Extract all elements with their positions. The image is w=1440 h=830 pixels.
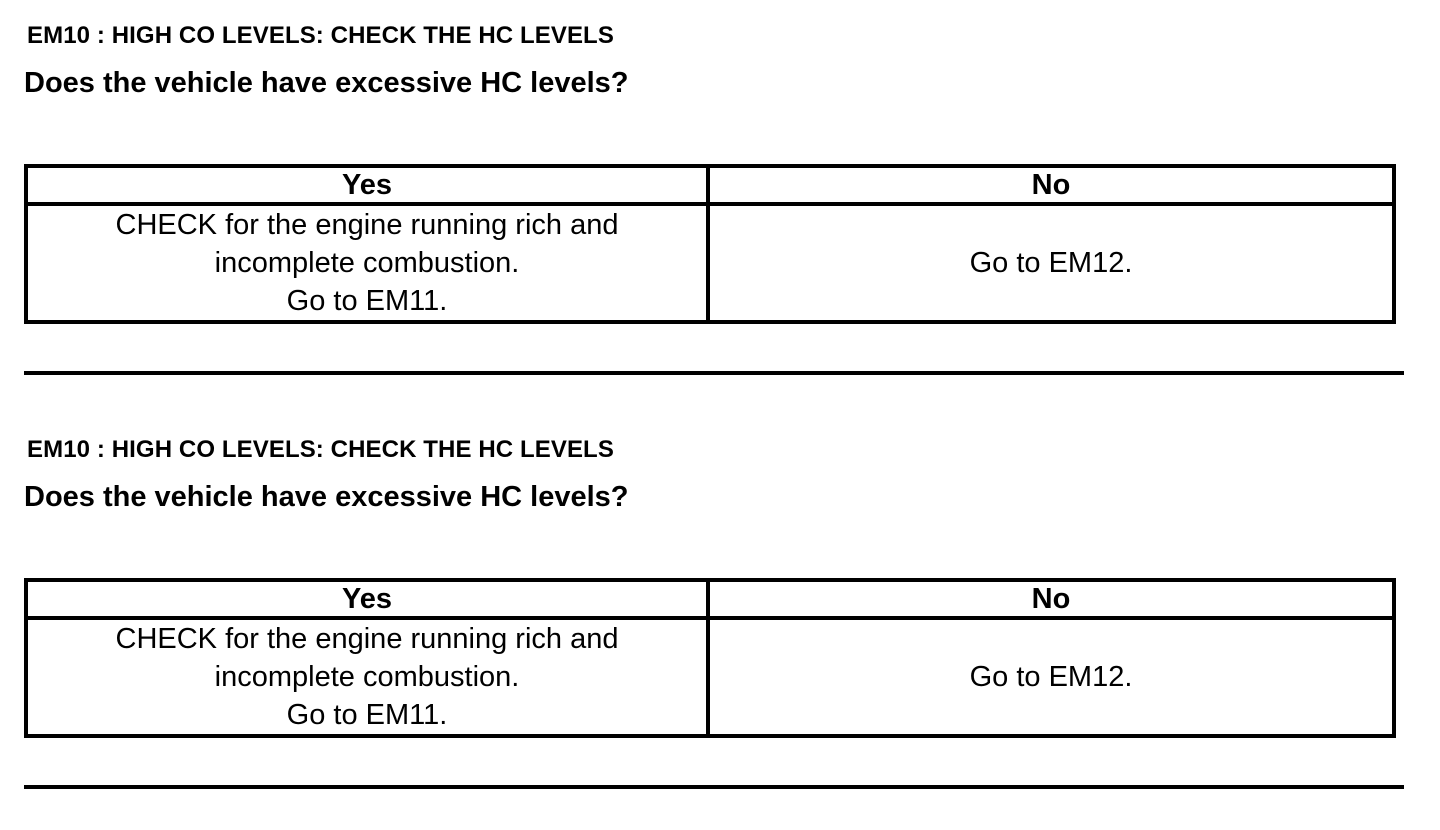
no-header: No: [708, 166, 1394, 204]
decision-header-row: [26, 166, 1394, 204]
decision-table: [24, 164, 1396, 324]
decision-body-row: [26, 618, 1394, 736]
yes-action-cell: [26, 204, 708, 322]
step-question: Does the vehicle have excessive HC levels?: [24, 481, 629, 513]
yes-header: Yes: [26, 580, 708, 618]
no-action-cell: Go to EM12.: [708, 204, 1394, 322]
decision-header-row: [26, 580, 1394, 618]
decision-body-row: [26, 204, 1394, 322]
yes-action-line: CHECK for the engine running rich and: [115, 209, 619, 241]
yes-action-cell: [26, 618, 708, 736]
yes-action-line: incomplete combustion.: [214, 247, 520, 279]
step-heading: EM10 : HIGH CO LEVELS: CHECK THE HC LEVELS: [27, 22, 614, 49]
yes-action-line: Go to EM11.: [286, 699, 448, 731]
step-question: Does the vehicle have excessive HC levels?: [24, 67, 629, 99]
yes-header: Yes: [26, 166, 708, 204]
yes-action-line: CHECK for the engine running rich and: [115, 623, 619, 655]
step-heading: EM10 : HIGH CO LEVELS: CHECK THE HC LEVELS: [27, 436, 614, 463]
yes-action-line: incomplete combustion.: [214, 661, 520, 693]
yes-action-line: Go to EM11.: [286, 285, 448, 317]
decision-table: [24, 578, 1396, 738]
section-divider: [24, 371, 1404, 375]
no-action-cell: Go to EM12.: [708, 618, 1394, 736]
section-divider: [24, 785, 1404, 789]
no-header: No: [708, 580, 1394, 618]
